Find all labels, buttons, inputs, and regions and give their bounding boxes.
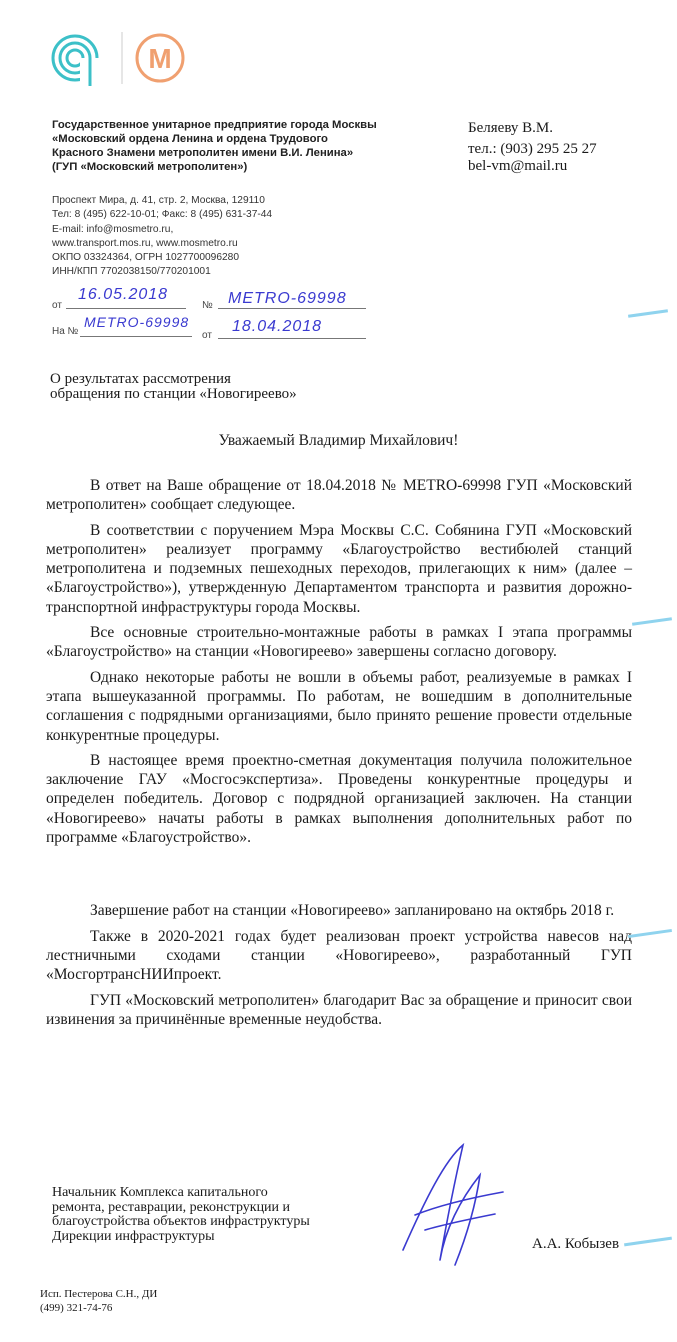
recipient-email: bel-vm@mail.ru (468, 158, 568, 174)
scan-mark (632, 617, 672, 626)
outgoing-number: METRO-69998 (228, 290, 347, 307)
on-number-label: На № (52, 326, 79, 337)
paragraph: Завершение работ на станции «Новогиреево» запланировано на октябрь 2018 г. (90, 902, 615, 920)
contact-line: www.transport.mos.ru, www.mosmetro.ru (52, 237, 238, 249)
paragraph: В соответствии с поручением Мэра Москвы С.С. Собянина ГУП «Московский метрополитен» реализует программу «Благоустройство вестибюлей станций метрополитена и подземных пешеходных переходов, прилегающих к ним» (далее – «Благоустройство»), утвержденную Департаментом транспорта и развития дорожно-транспортной инфраструктуры города Москвы. (46, 521, 632, 616)
recipient-block (468, 120, 597, 175)
org-line: (ГУП «Московский метрополитен») (52, 161, 248, 173)
organization-name (52, 118, 412, 174)
paragraph: В настоящее время проектно-сметная документация получила положительное заключение ГАУ «Мосгосэкспертиза». Проведены конкурентные процедуры и определен победитель. Договор с подрядной организацией заключен. На станции «Новогиреево» начаты работы в рамках выполнения дополнительных работ по программе «Благоустройство». (46, 751, 632, 847)
svg-text:М: М (148, 43, 172, 74)
from-date: 16.05.2018 (78, 286, 169, 303)
recipient-phone: тел.: (903) 295 25 27 (468, 141, 597, 157)
paragraph: Все основные строительно-монтажные работы в рамках I этапа программы «Благоустройство» на станции «Новогиреево» завершены согласно договору. (46, 624, 632, 661)
on-number-underline (80, 336, 192, 337)
scan-mark (628, 309, 668, 318)
paragraph: Также в 2020-2021 годах будет реализован проект устройства навесов над лестничными сходами станции «Новогиреево», разработанный ГУП «МосгортрансНИИпроект. (46, 927, 632, 984)
number-underline (218, 308, 366, 309)
handwritten-signature (385, 1140, 510, 1270)
subject-line: обращения по станции «Новогиреево» (50, 386, 297, 402)
metro-logo-icon (137, 35, 183, 81)
letter-body (46, 476, 632, 1035)
paragraph: Однако некоторые работы не вошли в объемы работ, реализуемые в рамках I этапа вышеуказанной программы. По работам, не вошедшим в дополнительные соглашения с подрядными организациями, было принято решение провести отдельные конкурентные процедуры. (46, 668, 632, 744)
contact-line: Тел: 8 (495) 622-10-01; Факс: 8 (495) 631-37-44 (52, 209, 273, 221)
scan-mark (624, 1237, 672, 1247)
organization-contacts (52, 194, 382, 280)
org-line: Государственное унитарное предприятие города Москвы (52, 119, 377, 131)
recipient-name: Беляеву В.М. (468, 120, 553, 136)
org-line: Красного Знамени метрополитен имени В.И. Ленина» (52, 147, 354, 159)
executor-phone: (499) 321-74-76 (40, 1302, 113, 1314)
contact-line: ОКПО 03324364, ОГРН 1027700096280 (52, 252, 240, 264)
incoming-number: METRO-69998 (84, 314, 190, 330)
signer-line: Начальник Комплекса капитального (52, 1185, 268, 1200)
subject-line: О результатах рассмотрения (50, 371, 231, 387)
logos (50, 28, 190, 88)
signer-line: благоустройства объектов инфраструктуры (52, 1214, 310, 1229)
from-underline (66, 308, 186, 309)
executor-name: Исп. Пестерова С.Н., ДИ (40, 1288, 158, 1300)
org-line: «Московский ордена Ленина и ордена Трудового (52, 133, 328, 145)
letter-subject (50, 372, 297, 402)
on-from-underline (218, 338, 366, 339)
executor-info (40, 1287, 157, 1315)
signer-line: ремонта, реставрации, реконструкции и (52, 1199, 291, 1215)
transport-logo-icon (53, 36, 102, 88)
greeting: Уважаемый Владимир Михайлович! (218, 432, 459, 449)
signer-name: А.А. Кобызев (532, 1236, 620, 1252)
from-label: от (52, 300, 62, 311)
signer-line: Дирекции инфраструктуры (52, 1228, 215, 1244)
contact-line: Проспект Мира, д. 41, стр. 2, Москва, 129110 (52, 195, 265, 206)
paragraph: ГУП «Московский метрополитен» благодарит Вас за обращение и приносит свои извинения за причинённые временные неудобства. (46, 991, 632, 1028)
number-label: № (202, 300, 213, 311)
on-from-label: от (202, 330, 212, 341)
contact-line: E-mail: info@mosmetro.ru, (52, 223, 174, 235)
signer-position (52, 1186, 392, 1244)
paragraph: В ответ на Ваше обращение от 18.04.2018 № METRO-69998 ГУП «Московский метрополитен» сообщает следующее. (46, 477, 632, 514)
contact-line: ИНН/КПП 7702038150/770201001 (52, 266, 211, 278)
scan-mark (628, 929, 672, 938)
incoming-date: 18.04.2018 (232, 318, 323, 335)
